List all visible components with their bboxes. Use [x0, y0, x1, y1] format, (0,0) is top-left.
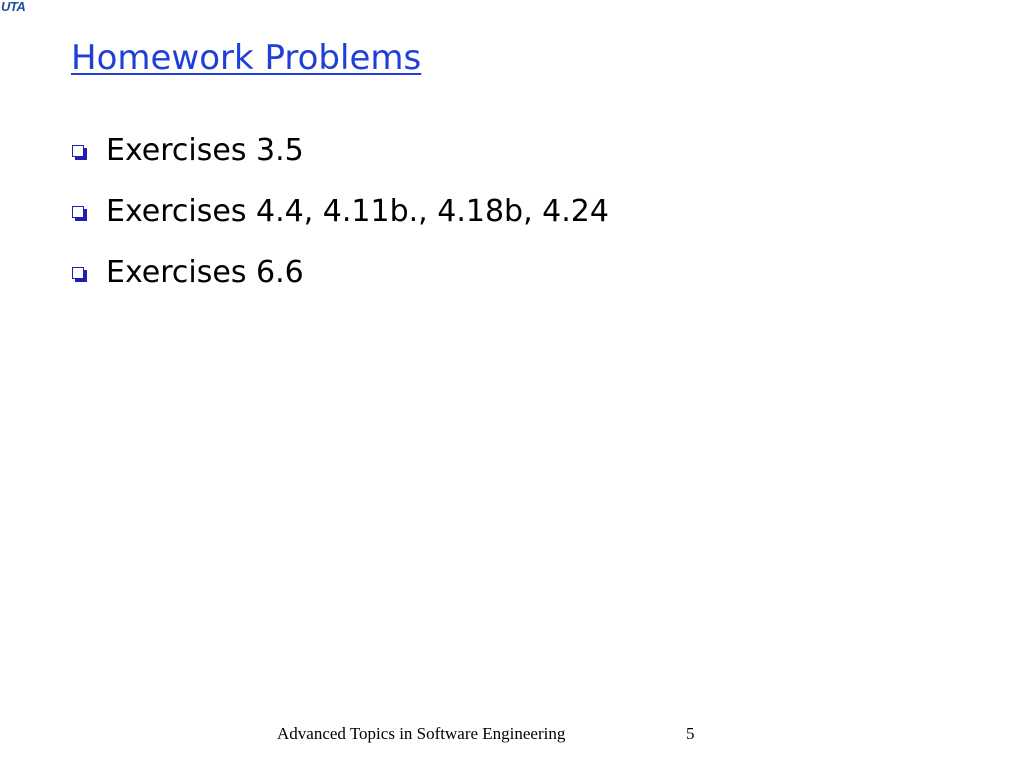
bullet-text: Exercises 6.6 [106, 254, 304, 290]
bullet-text: Exercises 4.4, 4.11b., 4.18b, 4.24 [106, 193, 609, 229]
checkbox-icon [72, 206, 84, 218]
bullet-item [72, 120, 609, 181]
checkbox-icon [72, 145, 84, 157]
slide-title: Homework Problems [71, 38, 422, 78]
checkbox-icon [72, 267, 84, 279]
footer-course-title: Advanced Topics in Software Engineering [277, 724, 566, 743]
bullet-item [72, 181, 609, 242]
uta-logo: UTA [1, 0, 26, 14]
page-number: 5 [686, 724, 695, 743]
bullet-item [72, 242, 609, 303]
bullet-list [72, 120, 609, 303]
bullet-text: Exercises 3.5 [106, 132, 304, 168]
